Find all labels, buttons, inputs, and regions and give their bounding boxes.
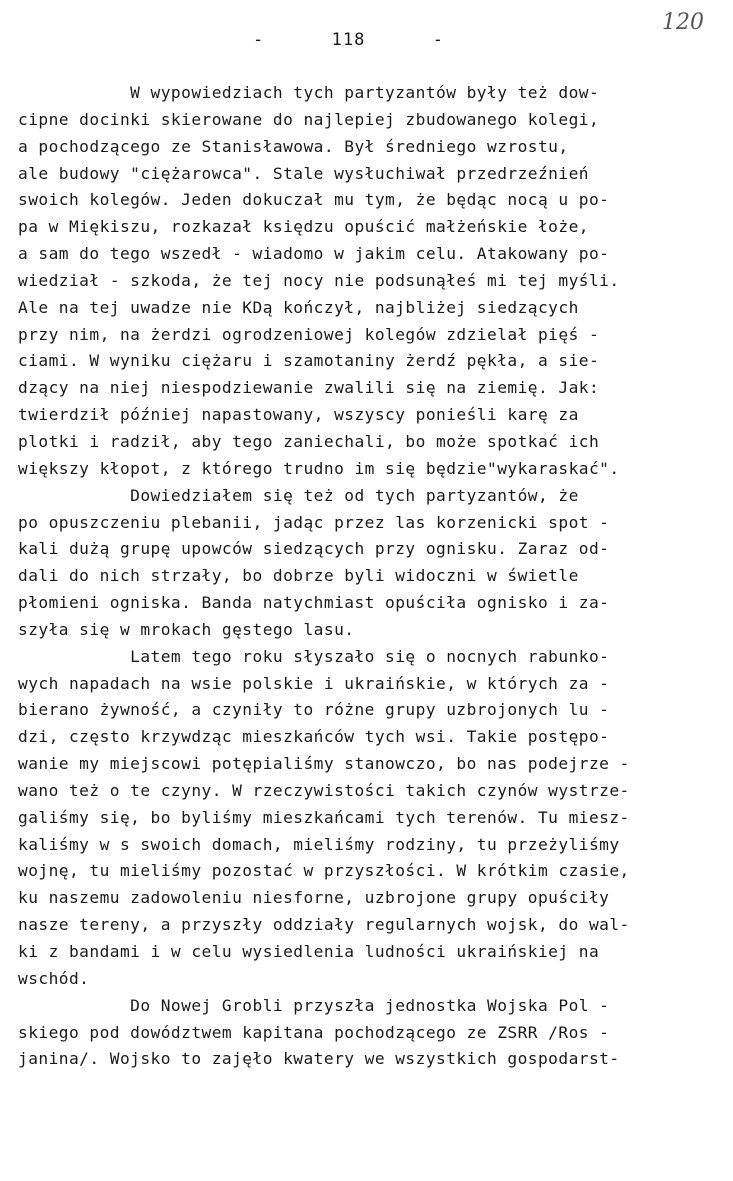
text-line: wschód. — [18, 968, 90, 988]
text-line: dzący na niej niespodziewanie zwalili się na ziemię. Jak: — [18, 378, 600, 398]
text-line: cipne docinki skierowane do najlepiej zbudowanego kolegi, — [18, 109, 600, 129]
text-line: ale budowy "ciężarowca". Stale wysłuchiwał przedrzeźnień — [18, 163, 589, 183]
text-line: kaliśmy w s swoich domach, mieliśmy rodziny, tu przeżyliśmy — [18, 834, 620, 854]
text-line: W wypowiedziach tych partyzantów były też dow- — [18, 83, 600, 102]
paragraph-1 — [18, 80, 678, 483]
text-line: a sam do tego wszedł - wiadomo w jakim celu. Atakowany po- — [18, 244, 610, 264]
text-line: wano też o te czyny. W rzeczywistości takich czynów wystrze- — [18, 780, 630, 800]
text-line: skiego pod dowództwem kapitana pochodzącego ze ZSRR /Ros - — [18, 1022, 610, 1042]
page-number: - 118 - — [253, 30, 444, 50]
text-line: janina/. Wojsko to zajęło kwatery we wszystkich gospodarst- — [18, 1049, 620, 1069]
text-line: Latem tego roku słyszało się o nocnych rabunko- — [18, 646, 610, 666]
text-line: twierdził później napastowany, wszyscy ponieśli karę za — [18, 405, 579, 425]
text-line: ciami. W wyniku ciężaru i szamotaniny żerdź pękła, a sie- — [18, 351, 600, 371]
text-line: plotki i radził, aby tego zaniechali, bo może spotkać ich — [18, 431, 600, 451]
text-line: kali dużą grupę upowców siedzących przy ognisku. Zaraz od- — [18, 539, 610, 559]
text-line: wojnę, tu mieliśmy pozostać w przyszłości. W krótkim czasie, — [18, 861, 630, 881]
paragraph-3 — [18, 644, 678, 993]
text-line: Dowiedziałem się też od tych partyzantów, że — [18, 485, 579, 505]
paragraph-2 — [18, 483, 678, 644]
text-line: ku naszemu zadowoleniu niesforne, uzbrojone grupy opuściły — [18, 888, 610, 908]
text-line: po opuszczeniu plebanii, jadąc przez las korzenicki spot - — [18, 512, 610, 532]
text-line: dzi, często krzywdząc mieszkańców tych wsi. Takie postępo- — [18, 727, 610, 747]
handwritten-page-number: 120 — [662, 10, 704, 35]
text-line: a pochodzącego ze Stanisławowa. Był średniego wzrostu, — [18, 136, 569, 156]
text-line: pa w Miękiszu, rozkazał księdzu opuścić małżeńskie łoże, — [18, 217, 589, 237]
text-line: przy nim, na żerdzi ogrodzeniowej kolegów zdzielał pięś - — [18, 324, 600, 344]
text-line: swoich kolegów. Jeden dokuczał mu tym, że będąc nocą u po- — [18, 190, 610, 210]
text-line: nasze tereny, a przyszły oddziały regularnych wojsk, do wal- — [18, 915, 630, 935]
text-line: szyła się w mrokach gęstego lasu. — [18, 619, 355, 639]
text-line: wiedział - szkoda, że tej nocy nie podsunąłeś mi tej myśli. — [18, 270, 620, 290]
body-text — [18, 80, 678, 1073]
text-line: wych napadach na wsie polskie i ukraińskie, w których za - — [18, 673, 610, 693]
text-line: Ale na tej uwadze nie KDą kończył, najbliżej siedzących — [18, 297, 579, 317]
text-line: ki z bandami i w celu wysiedlenia ludności ukraińskiej na — [18, 942, 600, 961]
text-line: dali do nich strzały, bo dobrze byli widoczni w świetle — [18, 566, 579, 586]
text-line: płomieni ogniska. Banda natychmiast opuściła ognisko i za- — [18, 593, 610, 613]
text-line: większy kłopot, z którego trudno im się będzie"wykaraskać". — [18, 458, 620, 478]
text-line: galiśmy się, bo byliśmy mieszkańcami tych terenów. Tu miesz- — [18, 807, 630, 827]
text-line: Do Nowej Grobli przyszła jednostka Wojska Pol - — [18, 995, 610, 1015]
text-line: wanie my miejscowi potępialiśmy stanowczo, bo nas podejrze - — [18, 754, 630, 774]
text-line: bierano żywność, a czyniły to różne grupy uzbrojonych lu - — [18, 700, 610, 720]
paragraph-4 — [18, 993, 678, 1074]
